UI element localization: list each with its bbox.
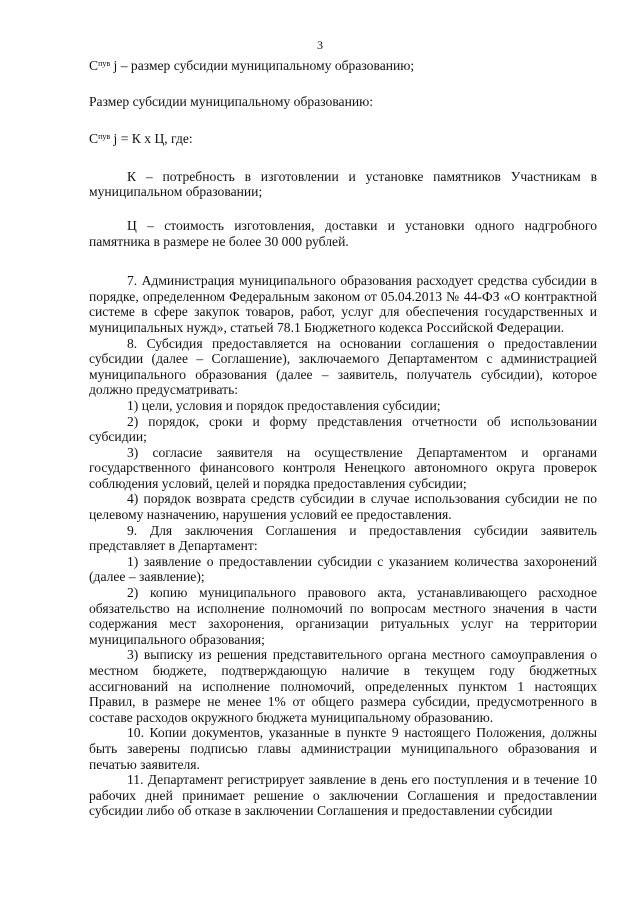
paragraph-9-item-1: 1) заявление о предоставлении субсидии с указанием количества захоронений (далее – заявление); — [89, 553, 597, 585]
paragraph-7: 7. Администрация муниципального образования расходует средства субсидии в порядке, определенном Федеральным законом от 05.04.2013 № 44-ФЗ «О контрактной системе в сфере закупок товаров, работ, услуг для обеспечения государственных и муниципальных нужд», статьей 78.1 Бюджетного кодекса Российской Федерации. — [89, 273, 597, 335]
document-body — [89, 58, 597, 819]
paragraph-9-item-2: 2) копию муниципального правового акта, устанавливающего расходное обязательство на исполнение полномочий по вопросам местного значения в части содержания мест захоронения, организации ритуальных услуг на территории муниципального образования; — [89, 585, 597, 647]
c-definition: Ц – стоимость изготовления, доставки и установки одного надгробного памятника в размере не более 30 000 рублей. — [89, 217, 597, 249]
subsidy-definition-text: j – размер субсидии муниципальному образованию; — [110, 58, 415, 73]
paragraph-8-item-2: 2) порядок, сроки и форму представления отчетности об использовании субсидии; — [89, 413, 597, 445]
page-number: 3 — [317, 38, 323, 52]
paragraph-9: 9. Для заключения Соглашения и предоставления субсидии заявитель представляет в Департамент: — [89, 522, 597, 554]
paragraph-11: 11. Департамент регистрирует заявление в день его поступления и в течение 10 рабочих дней принимает решение о заключении Соглашения и предоставлении субсидии либо об отказе в заключении Соглашения и предоставлении субсидии — [89, 772, 597, 819]
paragraph-8-item-1: 1) цели, условия и порядок предоставления субсидии; — [127, 397, 441, 413]
paragraph-10: 10. Копии документов, указанные в пункте 9 настоящего Положения, должны быть заверены подписью главы администрации муниципального образования и печатью заявителя. — [89, 725, 597, 772]
subsidy-size-heading: Размер субсидии муниципальному образованию: — [89, 93, 374, 109]
paragraph-8-item-4: 4) порядок возврата средств субсидии в случае использования субсидии не по целевому назначению, нарушения условий ее предоставления. — [89, 491, 597, 523]
subsidy-superscript: пув — [98, 59, 111, 68]
formula-superscript: пув — [98, 132, 111, 142]
subsidy-symbol: С — [89, 58, 99, 73]
subsidy-size-definition — [89, 58, 597, 74]
paragraph-8-item-3: 3) согласие заявителя на осуществление Департаментом и органами государственного финансового контроля Ненецкого автономного округа проверок соблюдения условий, целей и порядка предоставления субсидии; — [89, 444, 597, 491]
k-definition: К – потребность в изготовлении и установке памятников Участникам в муниципальном образовании; — [89, 168, 597, 200]
paragraph-8: 8. Субсидия предоставляется на основании соглашения о предоставлении субсидии (далее – Соглашение), заключаемого Департаментом с администрацией муниципального образования (далее – заявитель, получатель субсидии), которое должно предусматривать: — [89, 335, 597, 398]
paragraph-9-item-3: 3) выписку из решения представительного органа местного самоуправления о местном бюджете, подтверждающую наличие в текущем году бюджетных ассигнований на исполнение полномочий, определенных пунктом 1 настоящих Правил, в размере не менее 1% от общего размера субсидии, предусмотренного в составе расходов окружного бюджета муниципальному образованию. — [89, 647, 597, 725]
subsidy-formula — [89, 131, 597, 147]
formula-text: j = К х Ц, где: — [110, 131, 193, 147]
formula-symbol: С — [89, 131, 99, 147]
